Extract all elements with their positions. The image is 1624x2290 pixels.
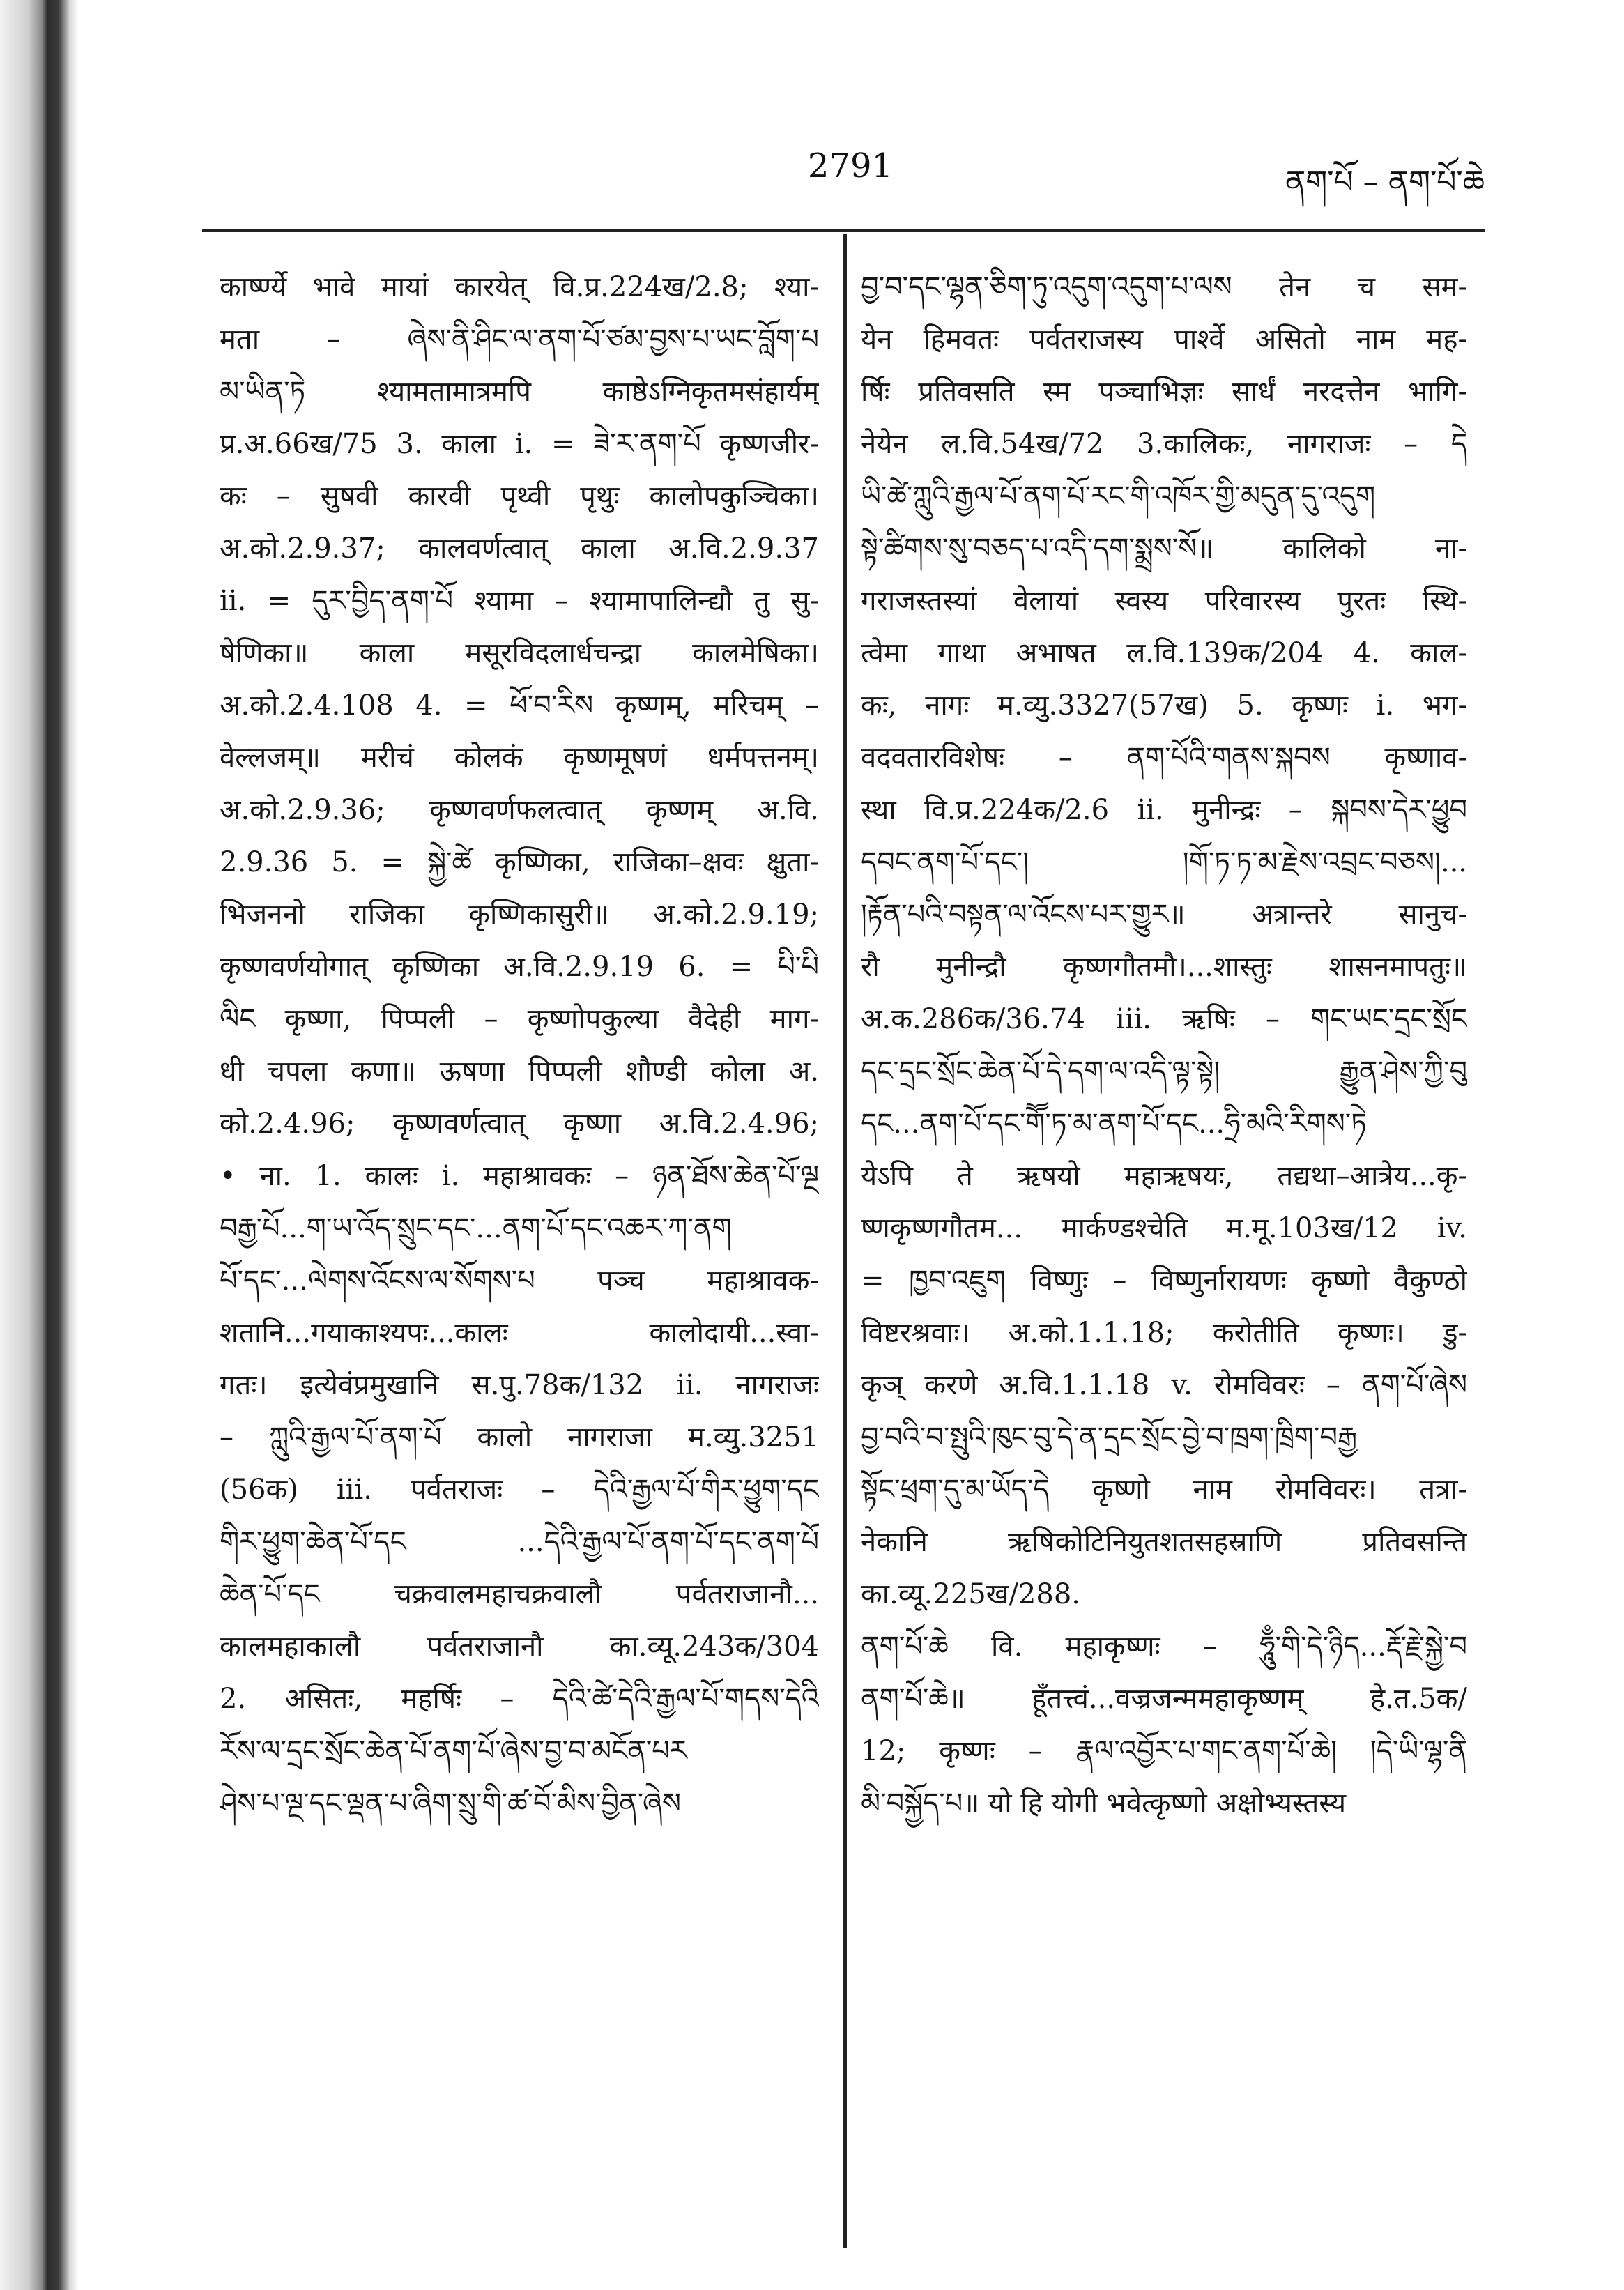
text-line: ནག་པོ་ཆེ वि. महाकृष्णः – ཧཱུྃ་གི་དེ་ཉིད...རྡོ་རྗེ་སྐྱེ་བ: [861, 1631, 1467, 1663]
text-line: བྱ་བའི་བ་སྤུའི་ཁུང་བུ་དེ་ན་དྲང་སྲོང་བྱེ་བ་ཁྲག་ཁྲིག་བརྒྱ: [861, 1421, 1358, 1453]
text-line: །རྟོན་པའི་བསྟན་ལ་འོངས་པར་གྱུར॥ अत्रान्तरे सानुच-: [861, 899, 1467, 931]
text-line: स्था वि.प्र.224क/2.6 ii. मुनीन्द्रः – སྐབས་དེར་ཕྱུབ: [861, 794, 1467, 826]
text-line: ii. = དུར་བྱིད་ནག་པོ श्यामा – श्यामापालिन्द्यौ तु सु-: [220, 585, 819, 617]
text-line: को.2.4.96; कृष्णवर्णत्वात् कृष्णा अ.वि.2.4.96;: [220, 1108, 819, 1140]
text-line: (56क) iii. पर्वतराजः – དེའི་རྒྱལ་པོ་གིར་ཕྱུག་དང: [220, 1474, 819, 1506]
text-line: ནག་པོ་ཆེ॥ हूँतत्त्वं...वज्रजन्ममहाकृष्णम् हे.त.5क/: [861, 1683, 1467, 1715]
text-line: ཡི་ཚེ་ཀླུའི་རྒྱལ་པོ་ནག་པོ་རང་གི་འཁོར་གྱི་མདུན་དུ་འདུག: [861, 480, 1376, 512]
text-line: ལིང कृष्णा, पिप्पली – कृष्णोपकुल्या वैदेही माग-: [220, 1003, 819, 1035]
text-line: བྱ་བ་དང་ལྷན་ཅིག་ཏུ་འདུག་འདུག་པ་ལས तेन च सम-: [861, 271, 1467, 303]
text-line: = ཁྱབ་འཇུག विष्णुः – विष्णुर्नारायणः कृष्णो वैकुण्ठो: [861, 1265, 1467, 1297]
text-line: धी चपला कणा॥ ऊषणा पिप्पली शौण्डी कोला अ.: [220, 1055, 819, 1087]
text-line: དང...ནག་པོ་དང་གཽ་ཏ་མ་ནག་པོ་དང...ཧྲི་མའི་རིགས་ཏེ: [861, 1108, 1367, 1140]
text-line: 2.9.36 5. = སྐྱེ་ཚེ कृष्णिका, राजिका–क्षवः क्षुता-: [220, 846, 819, 878]
text-line: कार्ष्ण्ये भावे मायां कारयेत् वि.प्र.224ख/2.8; श्या-: [220, 271, 819, 303]
page-number: 2791: [807, 146, 894, 185]
text-line: དང་དྲང་སྲོང་ཆེན་པོ་དེ་དག་ལ་འདི་ལྟ་སྟེ། རྒྱུན་ཤེས་ཀྱི་བུ: [861, 1055, 1467, 1087]
header-rule: [202, 229, 1485, 232]
text-line: कः – सुषवी कारवी पृथ्वी पृथुः कालोपकुञ्चिका।: [220, 480, 819, 512]
text-line: कः, नागः म.व्यु.3327(57ख) 5. कृष्णः i. भग-: [861, 689, 1467, 722]
text-line: वदवतारविशेषः – ནག་པོའི་གནས་སྐབས कृष्णाव-: [861, 742, 1467, 774]
text-line: नेयेन ल.वि.54ख/72 3.कालिकः, नागराजः – དེ: [861, 428, 1467, 460]
text-line: अ.क.286क/36.74 iii. ऋषिः – གང་ཡང་དྲང་སྲོང: [861, 1003, 1467, 1035]
text-line: अ.को.2.4.108 4. = ཕོ་བ་རིས कृष्णम्, मरिचम् –: [220, 689, 819, 722]
right-column: [861, 261, 1467, 1830]
text-line: कृञ् करणे अ.वि.1.1.18 v. रोमविवरः – ནག་པོ་ཞེས: [861, 1369, 1467, 1401]
text-line: अ.को.2.9.36; कृष्णवर्णफलत्वात् कृष्णम् अ.वि.: [220, 794, 819, 826]
text-line: དབང་ནག་པོ་དང་། །གོ་ཏ་ཏ་མ་རྗེས་འབྲང་བཅས།...: [861, 846, 1467, 878]
text-line: मता – ཞེས་ནི་ཤིང་ལ་ནག་པོ་ཙམ་བྱས་པ་ཡང་བློག་པ: [220, 323, 819, 356]
text-line: वेल्लजम्॥ मरीचं कोलकं कृष्णमूषणं धर्मपत्तनम्।: [220, 742, 819, 774]
text-line: བརྒྱ་པོ...ག་ཡ་འོད་སྲུང་དང་...ནག་པོ་དང་འཆར་ཀ་ནག: [220, 1212, 732, 1244]
text-line: ཆེན་པོ་དང चक्रवालमहाचक्रवालौ पर्वतराजानौ...: [220, 1578, 819, 1610]
left-column: [220, 261, 819, 1830]
text-line: མི་བསྐྱོད་པ॥ यो हि योगी भवेत्कृष्णो अक्षोभ्यस्तस्य: [861, 1787, 1347, 1819]
scan-binding-edge: [0, 0, 78, 2290]
text-line: – ཀླུའི་རྒྱལ་པོ་ནག་པོ कालो नागराजा म.व्यु.3251: [220, 1421, 819, 1453]
text-line: • ना. 1. कालः i. महाश्रावकः – ཉན་ཐོས་ཆེན་པོ་ལྔ: [220, 1160, 819, 1192]
text-line: अ.को.2.9.37; कालवर्णत्वात् काला अ.वि.2.9.37: [220, 533, 819, 565]
text-line: नेकानि ऋषिकोटिनियुतशतसहस्राणि प्रतिवसन्ति: [861, 1526, 1467, 1558]
text-line: 12; कृष्णः – རྣལ་འབྱོར་པ་གང་ནག་པོ་ཆེ། །དེ་ཡི་ལྷ་ནི: [861, 1735, 1467, 1767]
text-line: भिजननो राजिका कृष्णिकासुरी॥ अ.को.2.9.19;: [220, 899, 819, 931]
text-line: གིར་ཕྱུག་ཆེན་པོ་དང ...དེའི་རྒྱལ་པོ་ནག་པོ་དང་ནག་པོ: [220, 1526, 819, 1558]
text-line: विष्टरश्रवाः। अ.को.1.1.18; करोतीति कृष्णः। डु-: [861, 1317, 1467, 1349]
text-line: ཤེས་པ་ལྔ་དང་ལྡན་པ་ཞིག་སྲུ་གི་ཚ་བོ་མིས་བྱིན་ཞེས: [220, 1787, 681, 1819]
text-line: येऽपि ते ऋषयो महाऋषयः, तद्यथा–आत्रेय...कृ-: [861, 1160, 1467, 1192]
text-line: 2. असितः, महर्षिः – དེའི་ཚེ་དེའི་རྒྱལ་པོ་གདས་དེའི: [220, 1683, 819, 1715]
text-line: गतः। इत्येवंप्रमुखानि स.पु.78क/132 ii. नागराजः: [220, 1369, 819, 1401]
text-line: गराजस्तस्यां वेलायां स्वस्य परिवारस्य पुरतः स्थि-: [861, 585, 1467, 617]
text-line: रौ मुनीन्द्रौ कृष्णगौतमौ।...शास्तुः शासनमापतुः॥: [861, 951, 1467, 983]
text-line: शतानि...गयाकाश्यपः...कालः कालोदायी...स्वा-: [220, 1317, 819, 1349]
text-line: कृष्णवर्णयोगात् कृष्णिका अ.वि.2.9.19 6. = པི་པི: [220, 951, 819, 983]
text-line: कालमहाकालौ पर्वतराजानौ का.व्यू.243क/304: [220, 1631, 819, 1663]
text-line: རོས་ལ་དྲང་སྲོང་ཆེན་པོ་ནག་པོ་ཞེས་བྱ་བ་མངོན་པར: [220, 1735, 687, 1767]
text-line: སྟོང་ཕྲག་དུ་མ་ཡོད་དེ कृष्णो नाम रोमविवरः। तत्रा-: [861, 1474, 1467, 1506]
running-head: ནག་པོ – ནག་པོ་ཆེ: [1285, 165, 1485, 200]
text-line: མ་ཡིན་ཏེ श्यामतामात्रमपि काष्ठेऽग्निकृतमसंहार्यम्: [220, 376, 819, 408]
text-line: སྟེ་ཚིགས་སུ་བཅད་པ་འདི་དག་སྨྲས་སོ॥ कालिको ना-: [861, 533, 1467, 565]
text-line: त्वेमा गाथा अभाषत ल.वि.139क/204 4. काल-: [861, 637, 1467, 669]
text-line: का.व्यू.225ख/288.: [861, 1578, 1080, 1610]
text-line: षेणिका॥ काला मसूरविदलार्धचन्द्रा कालमेषिका।: [220, 637, 819, 669]
text-line: र्षिः प्रतिवसति स्म पञ्चाभिज्ञः सार्धं नरदत्तेन भागि-: [861, 376, 1467, 408]
text-line: པོ་དང་...ལེགས་འོངས་ལ་སོགས་པ पञ्च महाश्रावक-: [220, 1265, 819, 1297]
column-divider: [843, 234, 847, 2248]
text-line: प्र.अ.66ख/75 3. काला i. = ཟེ་ར་ནག་པོ कृष्णजीर-: [220, 428, 819, 460]
text-line: ष्णकृष्णगौतम... मार्कण्डश्चेति म.मू.103ख/12 iv.: [861, 1212, 1467, 1244]
text-line: येन हिमवतः पर्वतराजस्य पार्श्वे असितो नाम मह-: [861, 323, 1467, 356]
